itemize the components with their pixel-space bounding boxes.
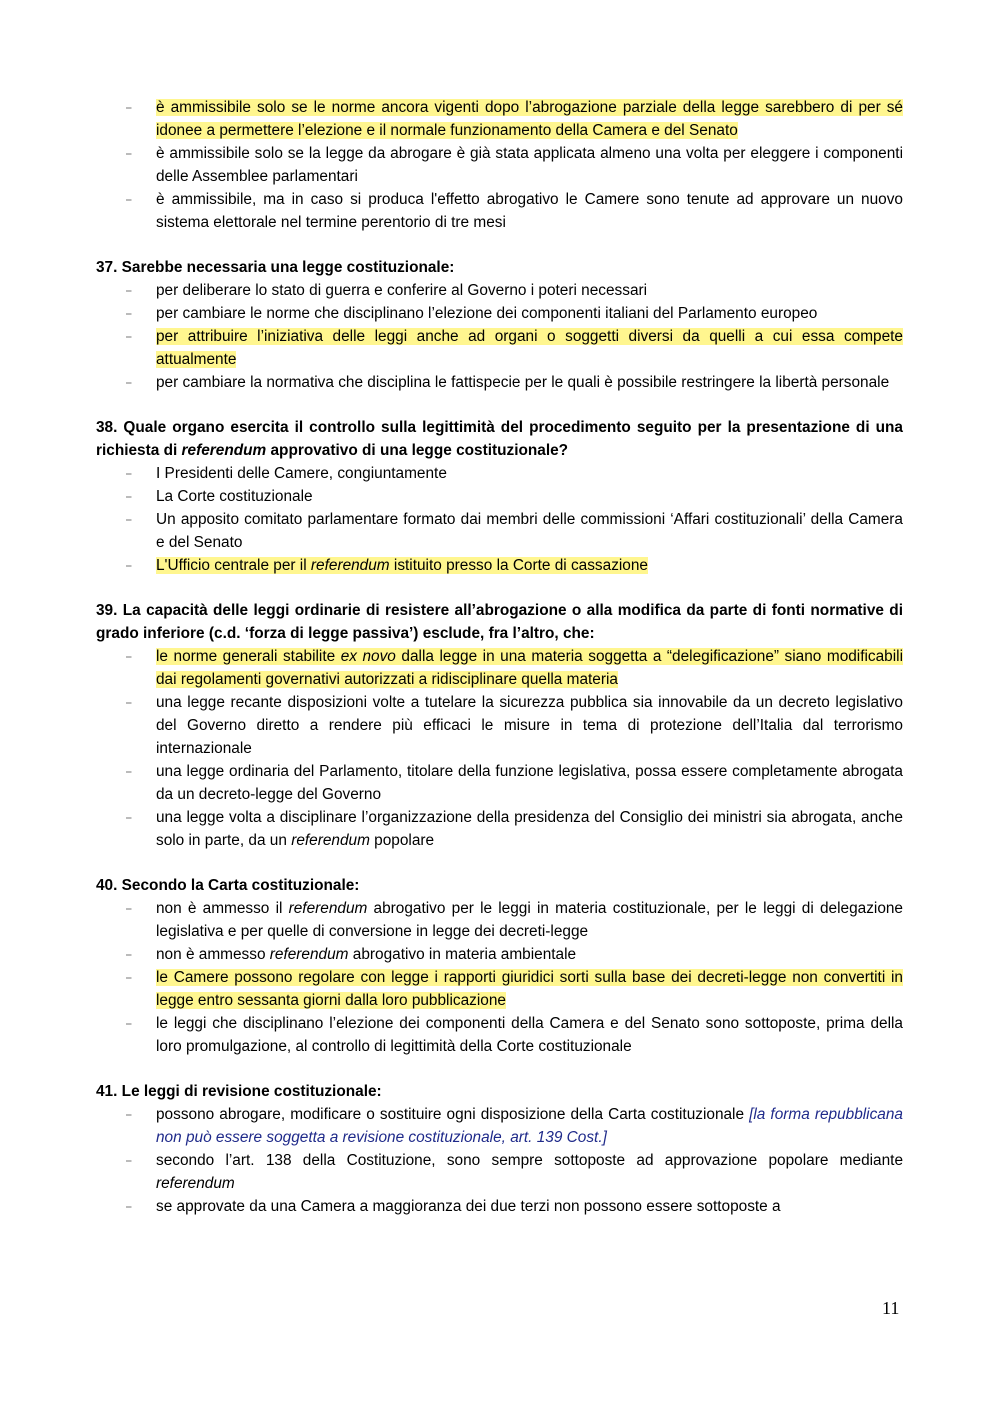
dash-bullet-icon: ⎯ [126, 1108, 132, 1121]
list-item [96, 371, 903, 394]
dash-bullet-icon: ⎯ [126, 376, 132, 389]
list-item [96, 897, 903, 943]
list-item [96, 142, 903, 188]
option-emphasis: referendum [156, 1175, 235, 1192]
dash-bullet-icon: ⎯ [126, 490, 132, 503]
option-text: I Presidenti delle Camere, congiuntamente [156, 465, 447, 482]
list-item [96, 645, 903, 691]
title-emphasis: referendum [181, 442, 267, 459]
dash-bullet-icon: ⎯ [126, 811, 132, 824]
option-text: le leggi che disciplinano l’elezione dei componenti della Camera e del Senato sono sottoposte, prima della loro promulgazione, al controllo di legittimità della Corte costituzionale [156, 1015, 903, 1055]
option-text: Un apposito comitato parlamentare formato dai membri delle commissioni ‘Affari costituzionali’ della Camera e del Senato [156, 511, 903, 551]
option-emphasis: referendum [288, 900, 368, 917]
highlighted-answer: per attribuire l’iniziativa delle leggi anche ad organi o soggetti diversi da quelli a cui essa compete attualmente [156, 328, 903, 368]
question-38-title [96, 416, 903, 462]
question-40-title: 40. Secondo la Carta costituzionale: [96, 877, 360, 894]
option-emphasis: referendum [291, 832, 370, 849]
dash-bullet-icon: ⎯ [126, 147, 132, 160]
list-item [96, 302, 903, 325]
dash-bullet-icon: ⎯ [126, 1017, 132, 1030]
list-item [96, 325, 903, 371]
list-item [96, 1103, 903, 1149]
title-text: 38. Quale organo esercita il controllo sulla legittimità del procedimento seguito per la presentazione di una richiesta di [96, 419, 903, 459]
intro-options [96, 96, 903, 234]
list-item [96, 760, 903, 806]
option-text: possono abrogare, modificare o sostituire ogni disposizione della Carta costituzionale [156, 1106, 750, 1123]
option-text: non è ammesso [156, 946, 270, 963]
option-text: La Corte costituzionale [156, 488, 313, 505]
list-item [96, 96, 903, 142]
question-37-title: 37. Sarebbe necessaria una legge costituzionale: [96, 259, 455, 276]
option-text: le norme generali stabilite [156, 648, 341, 665]
question-37-options [96, 279, 903, 394]
list-item [96, 554, 903, 577]
option-text: per cambiare la normativa che disciplina le fattispecie per le quali è possibile restringere la libertà personale [156, 374, 890, 391]
option-text: non è ammesso il [156, 900, 289, 917]
question-41-title: 41. Le leggi di revisione costituzionale: [96, 1083, 382, 1100]
option-text: è ammissibile, ma in caso si produca l'effetto abrogativo le Camere sono tenute ad approvare un nuovo sistema elettorale nel termine perentorio di tre mesi [156, 191, 903, 231]
option-text: dalla legge in una materia soggetta a “delegificazione” siano modificabili dai regolamenti governativi autorizzati a ridisciplinare quella materia [156, 648, 903, 688]
dash-bullet-icon: ⎯ [126, 765, 132, 778]
list-item [96, 966, 903, 1012]
dash-bullet-icon: ⎯ [126, 307, 132, 320]
highlighted-answer: le Camere possono regolare con legge i rapporti giuridici sorti sulla base dei decreti-legge non convertiti in legge entro sessanta giorni dalla loro pubblicazione [156, 969, 903, 1009]
highlighted-answer [156, 557, 648, 574]
option-text: istituito presso la Corte di cassazione [389, 557, 648, 574]
list-item [96, 508, 903, 554]
option-text: una legge recante disposizioni volte a tutelare la sicurezza pubblica sia innovabile da un decreto legislativo del Governo diretto a rendere più efficaci le misure in tema di protezione dell’Italia dal terrorismo internazionale [156, 694, 903, 757]
option-text: abrogativo in materia ambientale [348, 946, 577, 963]
title-text: approvativo di una legge costituzionale? [266, 442, 569, 459]
highlighted-answer: è ammissibile solo se le norme ancora vigenti dopo l’abrogazione parziale della legge sarebbero di per sé idonee a permettere l’elezione e il normale funzionamento della Camera e del Senato [156, 99, 903, 139]
dash-bullet-icon: ⎯ [126, 101, 132, 114]
dash-bullet-icon: ⎯ [126, 559, 132, 572]
list-item [96, 806, 903, 852]
list-item [96, 462, 903, 485]
list-item [96, 691, 903, 760]
annotation-note: [la forma repubblicana non può essere soggetta a revisione costituzionale, art. 139 Cost.] [156, 1106, 903, 1146]
highlighted-answer [156, 648, 903, 688]
dash-bullet-icon: ⎯ [126, 696, 132, 709]
option-emphasis: referendum [310, 557, 390, 574]
option-text: una legge volta a disciplinare l’organizzazione della presidenza del Consiglio dei ministri sia abrogata, anche solo in parte, da un [156, 809, 903, 849]
option-text: L'Ufficio centrale per il [156, 557, 311, 574]
list-item [96, 1195, 903, 1218]
question-40-options [96, 897, 903, 1058]
list-item [96, 1012, 903, 1058]
question-38-options [96, 462, 903, 577]
dash-bullet-icon: ⎯ [126, 284, 132, 297]
dash-bullet-icon: ⎯ [126, 971, 132, 984]
dash-bullet-icon: ⎯ [126, 1154, 132, 1167]
dash-bullet-icon: ⎯ [126, 1200, 132, 1213]
option-text: se approvate da una Camera a maggioranza dei due terzi non possono essere sottoposte a [156, 1198, 781, 1215]
dash-bullet-icon: ⎯ [126, 513, 132, 526]
option-text: una legge ordinaria del Parlamento, titolare della funzione legislativa, possa essere completamente abrogata da un decreto-legge del Governo [156, 763, 903, 803]
list-item [96, 188, 903, 234]
dash-bullet-icon: ⎯ [126, 650, 132, 663]
list-item [96, 1149, 903, 1195]
question-41-options [96, 1103, 903, 1218]
dash-bullet-icon: ⎯ [126, 948, 132, 961]
option-text: popolare [369, 832, 435, 849]
option-emphasis: referendum [269, 946, 349, 963]
option-emphasis: ex novo [340, 648, 396, 665]
dash-bullet-icon: ⎯ [126, 193, 132, 206]
option-text: per cambiare le norme che disciplinano l’elezione dei componenti italiani del Parlamento europeo [156, 305, 818, 322]
option-text: per deliberare lo stato di guerra e conferire al Governo i poteri necessari [156, 282, 648, 299]
document-page [96, 96, 903, 1218]
page-number: 11 [882, 1298, 900, 1318]
list-item [96, 943, 903, 966]
dash-bullet-icon: ⎯ [126, 902, 132, 915]
option-text: abrogativo per le leggi in materia costituzionale, per le leggi di delegazione legislativa e per quelle di conversione in legge dei decreti-legge [156, 900, 903, 940]
option-text: è ammissibile solo se la legge da abrogare è già stata applicata almeno una volta per eleggere i componenti delle Assemblee parlamentari [156, 145, 903, 185]
option-text: secondo l’art. 138 della Costituzione, sono sempre sottoposte ad approvazione popolare mediante [156, 1152, 903, 1169]
dash-bullet-icon: ⎯ [126, 467, 132, 480]
question-39-options [96, 645, 903, 852]
list-item [96, 485, 903, 508]
dash-bullet-icon: ⎯ [126, 330, 132, 343]
question-39-title: 39. La capacità delle leggi ordinarie di resistere all’abrogazione o alla modifica da parte di fonti normative di grado inferiore (c.d. ‘forza di legge passiva’) esclude, fra l’altro, che: [96, 602, 903, 642]
list-item [96, 279, 903, 302]
